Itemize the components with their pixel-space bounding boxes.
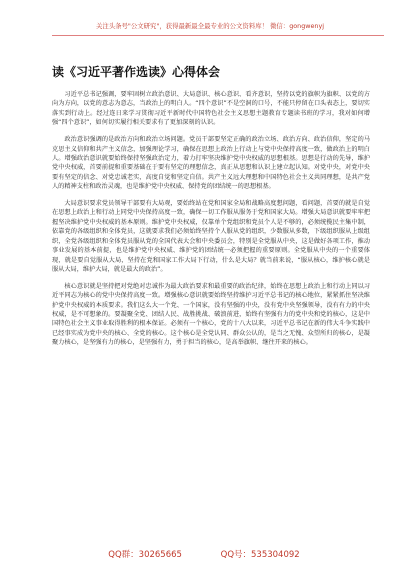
document-body bbox=[52, 90, 370, 355]
paragraph-3: 大局意识要求党员领导干部要有大局观，要始终站在党和国家全局和战略高度想问题，看问题，首要的就是自觉在思想上政治上和行动上同党中央保持高度一致，确保一切工作服从服务于党和国家大局。增强大局意识就要牢牢把握坚决维护党中央权威的基本原则。维护党中央权威，仅靠单个党组织和党员个人是不够的，必须统揽民主集中制，依靠党的各级组织和全体党员，这就要求我们必须始终坚持个人服从党的组织，少数服从多数，下级组织服从上级组织，全党各级组织和全体党员服从党的全国代表大会和中央委员会，特别是全党服从中央，这是做好各项工作，推动事业发展的基本前提，也是维护党中央权威、维护党的团结统一必须把握的重要原则。全党服从中央的一个重要体现，就是要自觉服从大局，坚持在党和国家工作大局下行动，什么是大局？就当前来说，“服从核心，维护核心就是服从大局，维护大局，就是最大的政治”。 bbox=[52, 200, 370, 273]
page-header-banner: 关注头条号"公文研究"，获得最新最全最专业的公文资料库！ 微信：gongwenyj bbox=[95, 22, 325, 30]
header-divider bbox=[52, 35, 384, 36]
paragraph-4: 核心意识就是坚持把对党绝对忠诚作为最大政治要求和最重要的政治纪律，始终在思想上政治上和行动上同以习近平同志为核心的党中央保持高度一致。增强核心意识就要始终坚持维护习近平总书记的核心地位，紧紧抓住坚决维护党中央权威的本质要求。我们这么大一个党、一个国家，没有坚强的中央，没有党中央坚强领导，没有有力的中央权威，是不可想象的。要凝聚全党、团结人民、战胜挑战、破浪前进，始终有坚强有力的党中央和党的核心，这是中国特色社会主义事业取得胜利的根本保证。必须有一个核心，党的十八大以来，习近平总书记在新的伟大斗争实践中已经事实成为党中央的核心、全党的核心。这个核心是全党认同、群众公认的，是当之无愧、众望所归的核心，是凝聚力核心，是坚强有力的核心，是坚强有力，勇于担当的核心，是高举旗帜、继往开来的核心。 bbox=[52, 282, 370, 347]
page-footer bbox=[0, 548, 408, 560]
paragraph-2: 政治意识强调的是政治方向和政治立场问题。党员干部要坚定正确的政治立场、政治方向、政治信仰，坚定的马克思主义信仰和共产主义信念，加强理论学习，确保在思想上政治上行动上与党中央保持高度一致，做政治上的明白人。增强政治意识就要始终保持坚强政治定力，着力打牢坚决维护党中央权威的思想根基。思想是行动的先导，维护党中央权威，首要前提和重要基础在于要有坚定的理想信念，真正从思想和认识上建立起认知。对党中央，对党中央要有坚定的信念、对党忠诚老实，高度自觉和坚定自信。共产主义远大理想和中国特色社会主义共同理想，是共产党人的精神支柱和政治灵魂，也是维护党中央权威、保持党的团结统一的思想根基。 bbox=[52, 136, 370, 191]
footer-qq-group: QQ群：30265665 bbox=[108, 550, 182, 560]
footer-qq-number: QQ号：535304092 bbox=[220, 550, 300, 560]
paragraph-1: 习近平总书记强调，要牢固树立政治意识、大局意识、核心意识、看齐意识，坚持以党的旗帜为旗帜、以党的方向为方向，以党的意志为意志，当政治上的明白人。“四个意识”不是空洞的口号，不能只停留在口头表态上，要切实落实到行动上。经过连日来学习贯彻习近平新时代中国特色社会主义思想主题教育专题读书班的学习，我对如何增强“四个意识”，如何切实履行相关要求有了更加深刻的认识。 bbox=[52, 91, 370, 127]
document-title: 读《习近平著作选读》心得体会 bbox=[52, 65, 221, 79]
